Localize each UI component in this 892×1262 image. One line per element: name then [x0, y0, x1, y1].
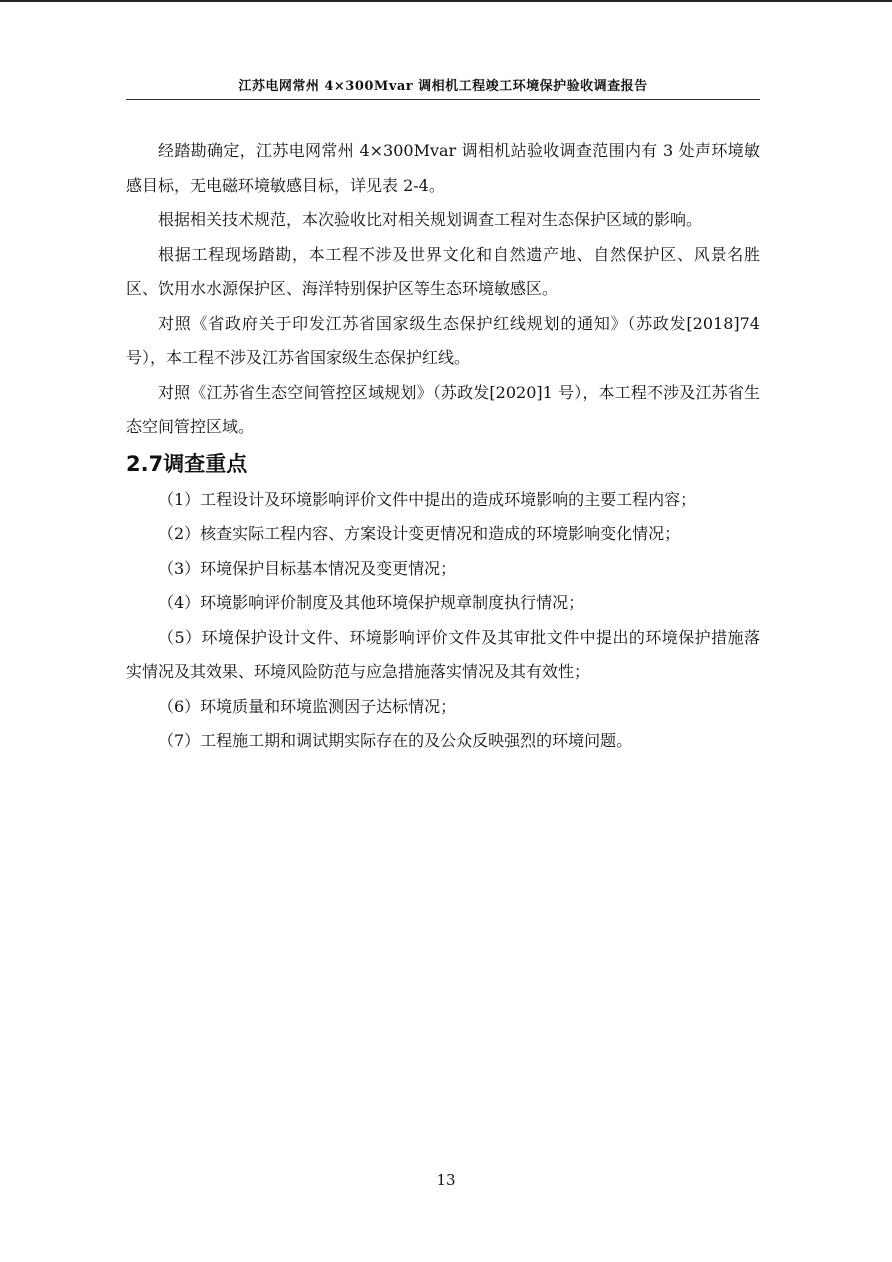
list-item: （5）环境保护设计文件、环境影响评价文件及其审批文件中提出的环境保护措施落实情况及其效果、环境风险防范与应急措施落实情况及其有效性； [126, 627, 760, 681]
header-divider [126, 99, 760, 100]
list-item: （2）核查实际工程内容、方案设计变更情况和造成的环境影响变化情况； [158, 524, 681, 543]
list-item: （7）工程施工期和调试期实际存在的及公众反映强烈的环境问题。 [158, 731, 633, 750]
paragraph-technical-spec: 根据相关技术规范，本次验收比对相关规划调查工程对生态保护区域的影响。 [158, 210, 703, 229]
list-item: （1）工程设计及环境影响评价文件中提出的造成环境影响的主要工程内容； [158, 489, 697, 509]
paragraph-red-line: 对照《省政府关于印发江苏省国家级生态保护红线规划的通知》（苏政发[2018]74 号），本工程不涉及江苏省国家级生态保护红线。 [126, 313, 760, 367]
section-heading: 2.7调查重点 [126, 451, 248, 476]
running-header: 江苏电网常州 4×300Mvar 调相机工程竣工环境保护验收调查报告 [238, 79, 648, 94]
paragraph-spatial-control: 对照《江苏省生态空间管控区域规划》（苏政发[2020]1 号），本工程不涉及江苏省生态空间管控区域。 [126, 382, 760, 436]
list-item: （3）环境保护目标基本情况及变更情况； [158, 558, 457, 578]
list-item: （4）环境影响评价制度及其他环境保护规章制度执行情况； [158, 593, 585, 612]
page-body [126, 134, 760, 759]
top-border [0, 0, 892, 2]
paragraph-sensitive-targets: 经踏勘确定，江苏电网常州 4×300Mvar 调相机站验收调查范围内有 3 处声环境敏感目标，无电磁环境敏感目标，详见表 2-4。 [126, 141, 760, 195]
list-item: （6）环境质量和环境监测因子达标情况； [158, 696, 457, 716]
paragraph-site-survey: 根据工程现场踏勘，本工程不涉及世界文化和自然遗产地、自然保护区、风景名胜区、饮用水水源保护区、海洋特别保护区等生态环境敏感区。 [126, 244, 760, 298]
page-number: 13 [436, 1171, 456, 1189]
